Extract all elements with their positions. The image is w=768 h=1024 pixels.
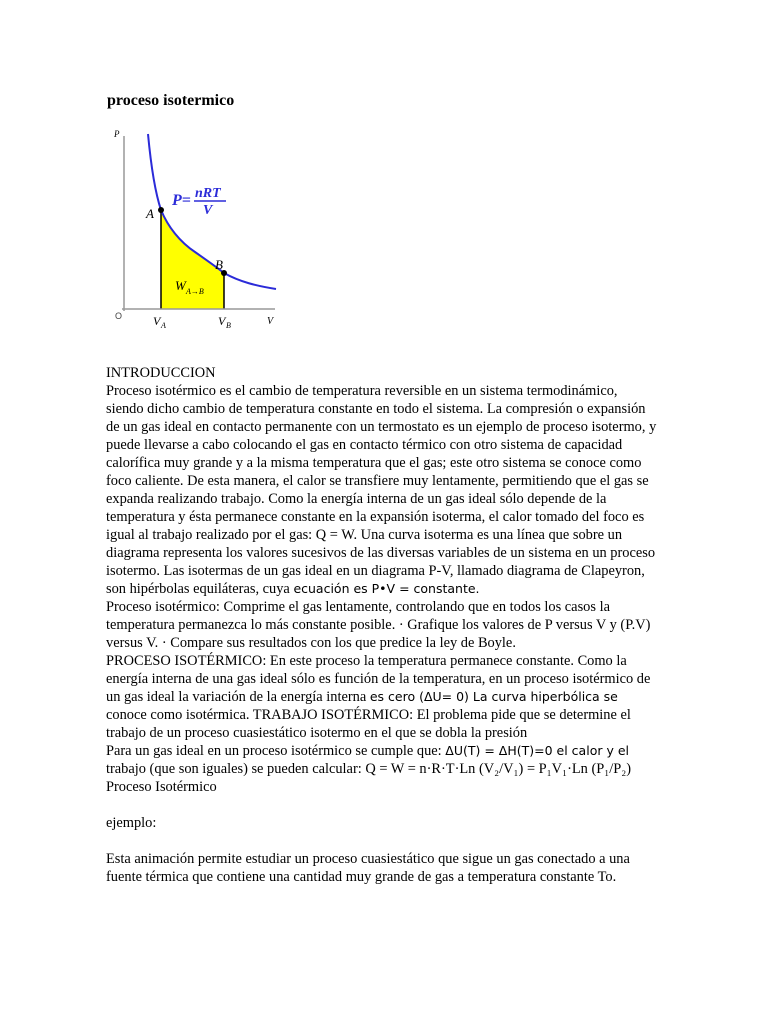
ideal-gas-text-a: Para un gas ideal en un proceso isotérmico se cumple que: bbox=[106, 743, 442, 759]
animation-paragraph: Esta animación permite estudiar un proceso cuasiestático que sigue un gas conectado a una fuente térmica que contiene una cantidad muy grande de gas a temperatura constante To. bbox=[106, 851, 630, 885]
isothermal-text-b: es cero (ΔU= 0) La curva hiperbólica se bbox=[369, 689, 618, 704]
document-body bbox=[106, 364, 658, 886]
page-title: proceso isotermico bbox=[107, 92, 235, 109]
point-a-marker bbox=[158, 207, 164, 213]
isothermal-text-c: conoce como isotérmica. TRABAJO ISOTÉRMICO: El problema pide que se determine el trabajo de un proceso cuasiestático isotermo en el que se dobla la presión bbox=[106, 707, 631, 741]
intro-equation: ecuación es P•V = constante. bbox=[293, 581, 480, 596]
intro-text: Proceso isotérmico es el cambio de temperatura reversible en un sistema termodinámico, siendo dicho cambio de temperatura constante en todo el sistema. La compresión o expansión de un gas ideal en contacto permanente con un termostato es un ejemplo de proceso isotermo, y puede llevarse a cabo colocando el gas en contacto térmico con otro sistema de capacidad calorífica muy grande y a la misma temperatura que el gas; este otro sistema se conoce como foco caliente. De esta manera, el calor se transfiere muy lentamente, permitiendo que el gas se expanda realizando trabajo. Como la energía interna de un gas ideal sólo depende de la temperatura y ésta permanece constante en la expansión isoterma, el calor tomado del foco es igual al trabajo realizado por el gas: Q = W. Una curva isoterma es una línea que sobre un diagrama representa los valores sucesivos de las diversas variables de un sistema en un proceso isotermo. Las isotermas de un gas ideal en un diagrama P-V, llamado diagrama de Clapeyron, son hipérbolas equiláteras, cuya bbox=[106, 383, 657, 597]
ideal-gas-text-b: ΔU(T) = ΔH(T)=0 el calor y el bbox=[445, 743, 629, 758]
work-label: W bbox=[175, 278, 186, 293]
formula-numerator: nRT bbox=[195, 186, 221, 201]
procedure-paragraph: Proceso isotérmico: Comprime el gas lentamente, controlando que en todos los casos la temperatura permanezca lo más constante posible. · Grafique los valores de P versus V y (P.V) versus V. · Compare sus resultados con los que predice la ley de Boyle. bbox=[106, 599, 651, 651]
axis-v-label: V bbox=[267, 316, 274, 327]
va-label: V bbox=[153, 314, 161, 328]
ideal-gas-text-c: trabajo (que son iguales) se pueden calcular: Q = W = n·R·T·Ln (V₂/V₁) = P₁V₁·Ln (P₁/P₂) bbox=[106, 761, 632, 777]
formula-denominator: V bbox=[203, 203, 213, 218]
isothermal-process-paragraph bbox=[106, 652, 658, 742]
process-label: Proceso Isotérmico bbox=[106, 779, 217, 795]
isothermal-text-a: PROCESO ISOTÉRMICO: En este proceso la temperatura permanece constante. Como la energía interna de una gas ideal sólo es función de la temperatura, en un proceso isotérmico de un gas ideal la variación de la energía interna bbox=[106, 653, 651, 705]
spacer bbox=[106, 832, 658, 850]
ideal-gas-paragraph bbox=[106, 742, 658, 778]
axis-p-label: P bbox=[114, 129, 120, 139]
pv-diagram-svg bbox=[105, 126, 285, 332]
va-subscript: A bbox=[161, 321, 166, 330]
vb-label: V bbox=[218, 314, 226, 328]
formula-lhs: P= bbox=[172, 192, 191, 209]
intro-heading: INTRODUCCION bbox=[106, 365, 216, 381]
origin-label: O bbox=[115, 311, 123, 321]
point-a-label: A bbox=[146, 206, 154, 221]
point-b-label: B bbox=[215, 257, 223, 272]
intro-paragraph bbox=[106, 382, 658, 598]
work-subscript: A→B bbox=[186, 287, 204, 296]
isotherm-diagram bbox=[105, 126, 285, 332]
example-label: ejemplo: bbox=[106, 815, 157, 831]
spacer bbox=[106, 796, 658, 814]
vb-subscript: B bbox=[226, 321, 231, 330]
